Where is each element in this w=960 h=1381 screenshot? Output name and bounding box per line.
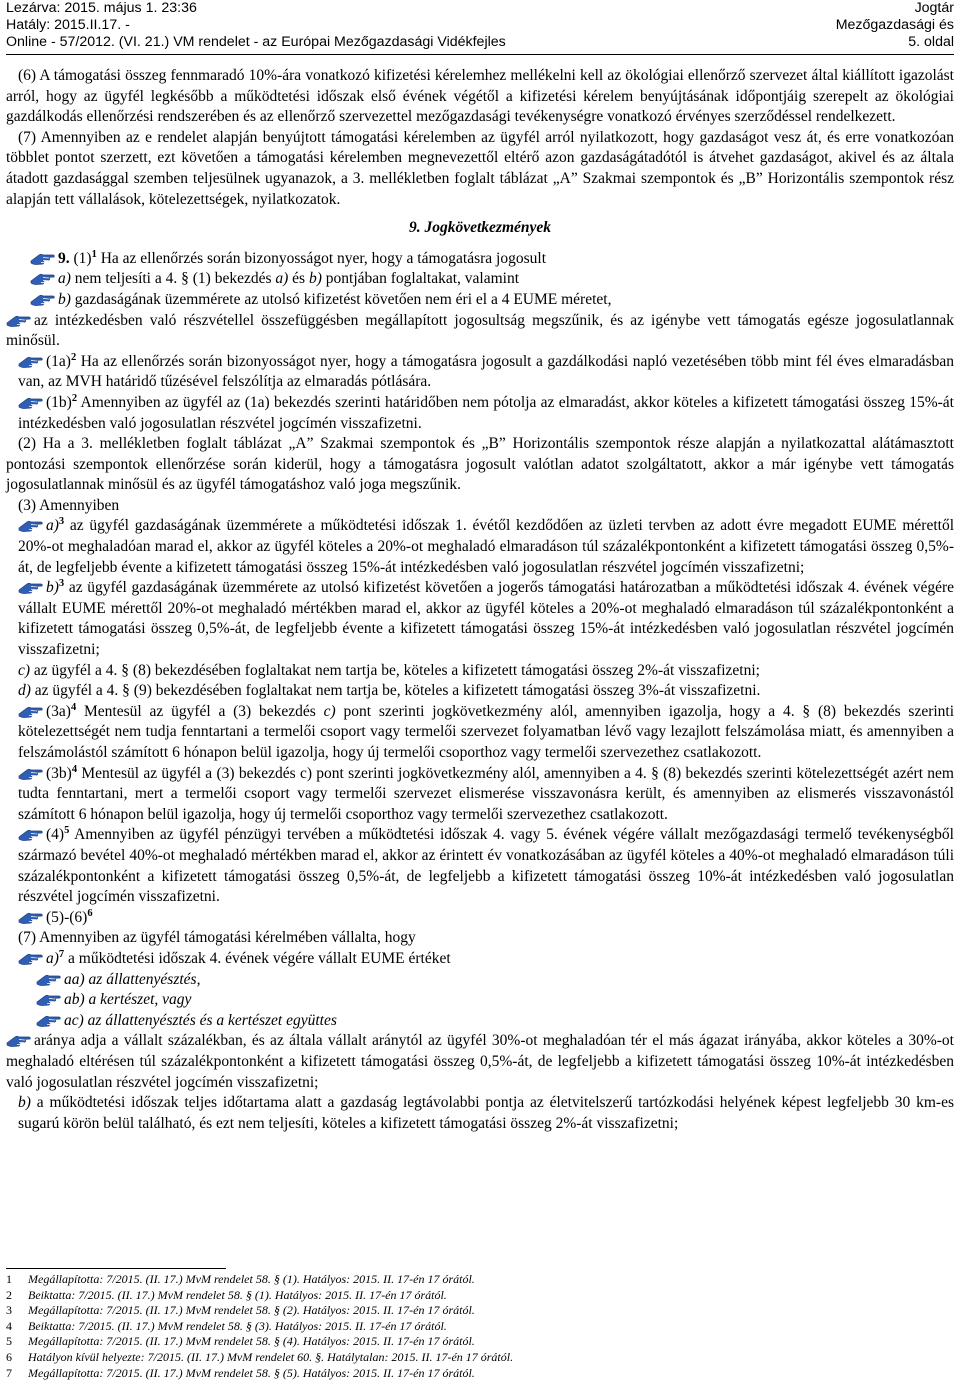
paragraph-5-6 xyxy=(6,908,954,929)
point-text: az ügyfél a 4. § (9) bekezdésében foglaltakat nem tartja be, köteles a kifizetett támogatási összeg 3%-át visszafizetni. xyxy=(34,682,761,700)
footnote-item xyxy=(6,1303,954,1319)
footnote-number: 6 xyxy=(6,1349,12,1364)
paragraph-1b xyxy=(6,393,954,434)
point-text: és xyxy=(292,270,306,288)
point-ref: c) xyxy=(323,702,336,720)
footnote-number: 5 xyxy=(6,1334,12,1349)
paragraph-3: (3) Amennyiben xyxy=(18,496,120,514)
point-3d xyxy=(6,681,954,702)
section-title: 9. Jogkövetkezmények xyxy=(408,219,552,237)
footnote-ref[interactable]: 2 xyxy=(70,351,77,363)
footnote-item xyxy=(6,1334,954,1350)
paragraph-3b xyxy=(6,764,954,826)
paragraph-7: (7) Amennyiben az e rendelet alapján benyújtott támogatási kérelemben az ügyfél arról nyilatkozott, hogy gazdaságot vesz át, és erre vonatkozóan többlet pontot szerzett, ezt követően a támogatási kérelemben megnevezettől eltérő azon gazdaságátadótól is átvehet gazdaságot, akivel és az általa átadott gazdasággal szemben teljesülnek ugyanazok, a 3. mellékletben foglalt táblázat „A” Szakmai szempontok és „B” Horizontális szempontok rész alapján tett vállalások, kötelezettségek, nyilatkozatok. xyxy=(6,128,954,208)
point-text: az ügyfél a 4. § (8) bekezdésében foglaltakat nem tartja be, köteles a kifizetett támogatási összeg 2%-át visszafizetni; xyxy=(33,661,760,679)
section-sign: § xyxy=(181,270,189,288)
footnote-item xyxy=(6,1366,954,1381)
footnote-ref[interactable]: 3 xyxy=(58,578,65,590)
amendment-hand-icon[interactable] xyxy=(6,314,32,328)
subpoint-text: aa) az állattenyésztés, xyxy=(64,970,201,988)
paragraph-text: Amennyiben az ügyfél pénzügyi tervében a működtetési időszak 4. vagy 5. évének végére vállalt mezőgazdasági termelő tevékenységből származó bevétel 40%-ot meghaladó mértékben marad el, akkor az érintett év vonatkozásában az ügyfél köteles a 40%-ot meghaladó elmaradáson túli százalékpontonként a kifizetett támogatási összeg 0,5%-át, de legfeljebb a kifizetett támogatási összeg 10%-át intézkedésben való jogosulatlan részvétel jogcímén visszafizetni. xyxy=(18,826,954,906)
footnote-item xyxy=(6,1319,954,1335)
amendment-hand-icon[interactable] xyxy=(18,581,44,595)
subpoint-text: ac) az állattenyésztés és a kertészet együttes xyxy=(64,1011,337,1029)
footnote-item xyxy=(6,1350,954,1366)
point-b xyxy=(6,290,954,311)
point-3b xyxy=(6,578,954,660)
point-label: d) xyxy=(18,682,31,700)
subpoint-aa xyxy=(6,970,954,991)
paragraph-text: pont szerinti jogkövetkezmény alól, amennyiben igazolja, hogy a 4. § (8) bekezdés szerinti kötelezettségét nem tudja fenntartani a termelői csoport vagy termelői szervezet folyamatban lévő vagy lezajlott felszámolása miatt, és amennyiben a felszámolástól számított 6 hónapon belül igazolja, hogy új termelői csoporthoz vagy termelői szervezethez csatlakozott. xyxy=(18,702,955,761)
footnote-ref[interactable]: 6 xyxy=(87,907,93,919)
point-text: a működtetési időszak 4. évének végére vállalt EUME értéket xyxy=(68,949,451,967)
amendment-hand-icon[interactable] xyxy=(6,1034,32,1048)
footnote-text: Megállapította: 7/2015. (II. 17.) MvM rendelet 58. § (1). Hatályos: 2015. II. 17-én 17 órától. xyxy=(28,1272,475,1286)
section-number: 9. xyxy=(58,249,70,267)
clause-text: az intézkedésben való részvétellel összefüggésben megállapított jogosultság megszűnik, és az igénybe vett támogatás egésze jogosulatlannak minősül. xyxy=(6,311,954,350)
point-3a xyxy=(6,516,954,578)
amendment-hand-icon[interactable] xyxy=(18,828,44,842)
paragraph-label: (3a) xyxy=(46,702,71,720)
header-source: Jogtár xyxy=(914,0,954,16)
footnote-ref[interactable]: 1 xyxy=(91,248,97,260)
subsection-label: (1) xyxy=(73,249,92,267)
paragraph-3a xyxy=(6,702,954,764)
paragraph-text: Amennyiben az ügyfél az (1a) bekezdés szerinti határidőben nem pótolja az elmaradást, akkor köteles a kifizetett támogatási összeg 15%-át intézkedésben való jogosulatlan részvétel jogcímén visszafizetni. xyxy=(18,393,954,432)
header-left xyxy=(6,0,506,51)
point-7b xyxy=(6,1093,954,1134)
header-page-number: 5. oldal xyxy=(908,34,954,50)
footnote-number: 2 xyxy=(6,1287,12,1302)
paragraph-label: (1b) xyxy=(46,393,72,411)
proportion-clause xyxy=(6,1031,954,1093)
paragraph-1a xyxy=(6,352,954,393)
point-ref: a) xyxy=(275,270,289,288)
amendment-hand-icon[interactable] xyxy=(36,973,62,987)
point-label: b) xyxy=(18,1094,31,1112)
header-right xyxy=(836,0,954,51)
point-3c xyxy=(6,661,954,682)
paragraph-text: Mentesül az ügyfél a (3) bekezdés c) pont szerinti jogkövetkezmény alól, amennyiben a 4. § (8) bekezdés szerinti kötelezettségét azért nem tudta fenntartani, mert a termelői csoport vagy termelői szervezet elismerése visszavonásra került, és amennyiben az elismerés visszavonástól számított 6 hónapon belül igazolja, hogy új termelői csoporthoz vagy termelői szervezethez csatlakozott. xyxy=(18,764,954,823)
point-label: a) xyxy=(46,949,59,967)
footnote-item xyxy=(6,1272,954,1288)
amendment-hand-icon[interactable] xyxy=(18,911,44,925)
point-text: az ügyfél gazdaságának üzemmérete az utolsó kifizetést követően a jogerős támogatási határozatban a működtetési időszak 4. évének végére vállalt EUME mérettől 20%-ot meghaladó mértékben marad el, akkor az ügyfél köteles a 20%-ot meghaladó elmaradáson túl százalékpontonként a kifizetett támogatási összeg 0,5%-át, de legfeljebb évente a kifizetett támogatási összeg 15%-át intézkedésben való jogosulatlan részvétel jogcímén visszafizetni; xyxy=(18,579,955,659)
footnote-text: Hatályon kívül helyezte: 7/2015. (II. 17.) MvM rendelet 60. §. Hatálytalan: 2015. II. 17-én 17 órától. xyxy=(28,1349,514,1364)
footnote-ref[interactable]: 4 xyxy=(71,763,78,775)
paragraph-4 xyxy=(6,825,954,907)
amendment-hand-icon[interactable] xyxy=(30,252,56,266)
footnote-text: Megállapította: 7/2015. (II. 17.) MvM rendelet 58. § (2). Hatályos: 2015. II. 17-én 17 órától. xyxy=(28,1303,475,1318)
point-text: (1) bekezdés xyxy=(192,270,272,288)
document-body xyxy=(6,66,954,1134)
point-label: a) xyxy=(46,517,59,535)
point-text: pontjában foglaltakat, valamint xyxy=(325,270,520,288)
subpoint-ab xyxy=(6,990,954,1011)
footnote-number: 3 xyxy=(6,1303,12,1318)
footnote-text: Megállapította: 7/2015. (II. 17.) MvM rendelet 58. § (4). Hatályos: 2015. II. 17-én 17 órától. xyxy=(28,1334,475,1349)
paragraph-label: (4) xyxy=(46,826,65,844)
point-label: a) xyxy=(58,270,71,288)
footnotes xyxy=(6,1272,954,1381)
subpoint-ac xyxy=(6,1011,954,1032)
footnote-ref[interactable]: 4 xyxy=(70,701,77,713)
header-effective-date: Hatály: 2015.II.17. - xyxy=(6,17,130,33)
amendment-hand-icon[interactable] xyxy=(30,293,56,307)
footnote-divider xyxy=(6,1268,226,1269)
point-text: a működtetési időszak teljes időtartama alatt a gazdaság legtávolabbi pontja az életvitelszerű tartózkodási helyének képest legfeljebb 30 km-es sugarú körön belül található, és ezt nem teljesíti, köteles a kifizetett támogatási összeg 2%-át visszafizetni; xyxy=(18,1094,954,1132)
paragraph-label: (3b) xyxy=(46,764,72,782)
header-divider xyxy=(6,54,954,55)
footnote-text: Beiktatta: 7/2015. (II. 17.) MvM rendelet 58. § (3). Hatályos: 2015. II. 17-én 17 órától. xyxy=(28,1318,447,1333)
point-label: b) xyxy=(46,579,59,597)
amendment-hand-icon[interactable] xyxy=(18,705,44,719)
paragraph-label: (5)-(6) xyxy=(46,908,88,926)
header-document-title: Online - 57/2012. (VI. 21.) VM rendelet - az Európai Mezőgazdasági Vidékfejles xyxy=(6,34,506,50)
footnote-text: Megállapította: 7/2015. (II. 17.) MvM rendelet 58. § (5). Hatályos: 2015. II. 17-én 17 órától. xyxy=(28,1365,475,1380)
point-ref: b) xyxy=(308,270,322,288)
footnote-number: 4 xyxy=(6,1318,12,1333)
closing-clause xyxy=(6,311,954,352)
amendment-hand-icon[interactable] xyxy=(18,767,44,781)
point-label: c) xyxy=(18,661,31,679)
footnote-ref[interactable]: 7 xyxy=(58,948,65,960)
header-title-cont: Mezőgazdasági és xyxy=(835,17,954,33)
paragraph-text: Mentesül az ügyfél a (3) bekezdés xyxy=(84,702,316,720)
point-a xyxy=(6,269,954,290)
amendment-hand-icon[interactable] xyxy=(18,396,44,410)
footnote-number: 7 xyxy=(6,1365,12,1380)
paragraph-6: (6) A támogatási összeg fennmaradó 10%-ára vonatkozó kifizetési kérelemhez mellékelni kell az ökológiai ellenőrző szervezet által kiállított igazolást arról, hogy az ügyfél legkésőbb a működtetési időszak első évének végétől a kifizetési kérelem benyújtásának időpontjáig szerepelt az ökológiai gazdálkodás ellenőrzési rendszerében és az ellenőrző szervezettel mezőgazdasági tevékenységre vonatkozó érvényes szerződéssel rendelkezett. xyxy=(6,67,954,126)
footnote-ref[interactable]: 3 xyxy=(58,516,65,528)
point-7a xyxy=(6,949,954,970)
paragraph-text: Ha az ellenőrzés során bizonyosságot nyer, hogy a támogatásra jogosult a gazdálkodási napló vezetésében több mint fél éves elmaradásban van, az MVH határidő tűzésével felszólítja az elmaradás pótlására. xyxy=(18,352,954,391)
footnote-item xyxy=(6,1288,954,1304)
point-label: b) xyxy=(58,290,71,308)
point-text: gazdaságának üzemmérete az utolsó kifizetést követően nem éri el a 4 EUME méretet, xyxy=(74,290,612,308)
point-text: nem teljesíti a 4. xyxy=(74,270,178,288)
subpoint-text: ab) a kertészet, vagy xyxy=(64,991,192,1009)
paragraph-2: (2) Ha a 3. mellékletben foglalt táblázat „A” Szakmai szempontok és „B” Horizontális szempontok része alapján a nyilatkozattal alátámasztott pontozási szempontok ellenőrzése során kiderül, hogy a támogatásra jogosult valótlan adatot szolgáltatott, akkor a már igénybe vett támogatás jogosulatlannak minősül és az ügyfél támogatáshoz való joga megszűnik. xyxy=(6,435,954,494)
amendment-hand-icon[interactable] xyxy=(18,355,44,369)
footnote-ref[interactable]: 2 xyxy=(71,392,78,404)
paragraph-label: (1a) xyxy=(46,352,71,370)
amendment-hand-icon[interactable] xyxy=(36,993,62,1007)
amendment-hand-icon[interactable] xyxy=(30,272,56,286)
footnote-number: 1 xyxy=(6,1272,12,1286)
footnote-ref[interactable]: 5 xyxy=(64,825,70,837)
section-9-paragraph-1 xyxy=(6,249,954,270)
point-text: az ügyfél gazdaságának üzemmérete a működtetési időszak 1. évétől kezdődően az üzleti tervben az adott évre megadott EUME mérettől 20%-ot meghaladóan marad el, akkor az ügyfél köteles a 20%-ot meghaladó elmaradáson túl százalékpontonként a kifizetett támogatási összeg 0,5%-át, de legfeljebb évente a kifizetett támogatási összeg 15%-át intézkedésben való jogosulatlan részvétel jogcímén visszafizetni; xyxy=(18,517,955,576)
paragraph-text: Ha az ellenőrzés során bizonyosságot nyer, hogy a támogatásra jogosult xyxy=(100,249,547,267)
amendment-hand-icon[interactable] xyxy=(18,952,44,966)
footnote-text: Beiktatta: 7/2015. (II. 17.) MvM rendelet 58. § (1). Hatályos: 2015. II. 17-én 17 órától. xyxy=(28,1287,447,1302)
amendment-hand-icon[interactable] xyxy=(36,1014,62,1028)
amendment-hand-icon[interactable] xyxy=(18,519,44,533)
header-closed-date: Lezárva: 2015. május 1. 23:36 xyxy=(6,0,197,16)
paragraph-7b: (7) Amennyiben az ügyfél támogatási kérelmében vállalta, hogy xyxy=(18,929,416,947)
clause-text: aránya adja a vállalt százalékban, és az általa vállalt aránytól az ügyfél 30%-ot meghaladóan tér el más ágazat irányába, akkor köteles a 30%-ot meghaladó eltérésen túl százalékpontonként a kifizetett támogatási összeg 0,5%-át, de legfeljebb a kifizetett támogatási összeg 10%-át intézkedésben való jogosulatlan részvétel jogcímén visszafizetni; xyxy=(6,1032,954,1091)
